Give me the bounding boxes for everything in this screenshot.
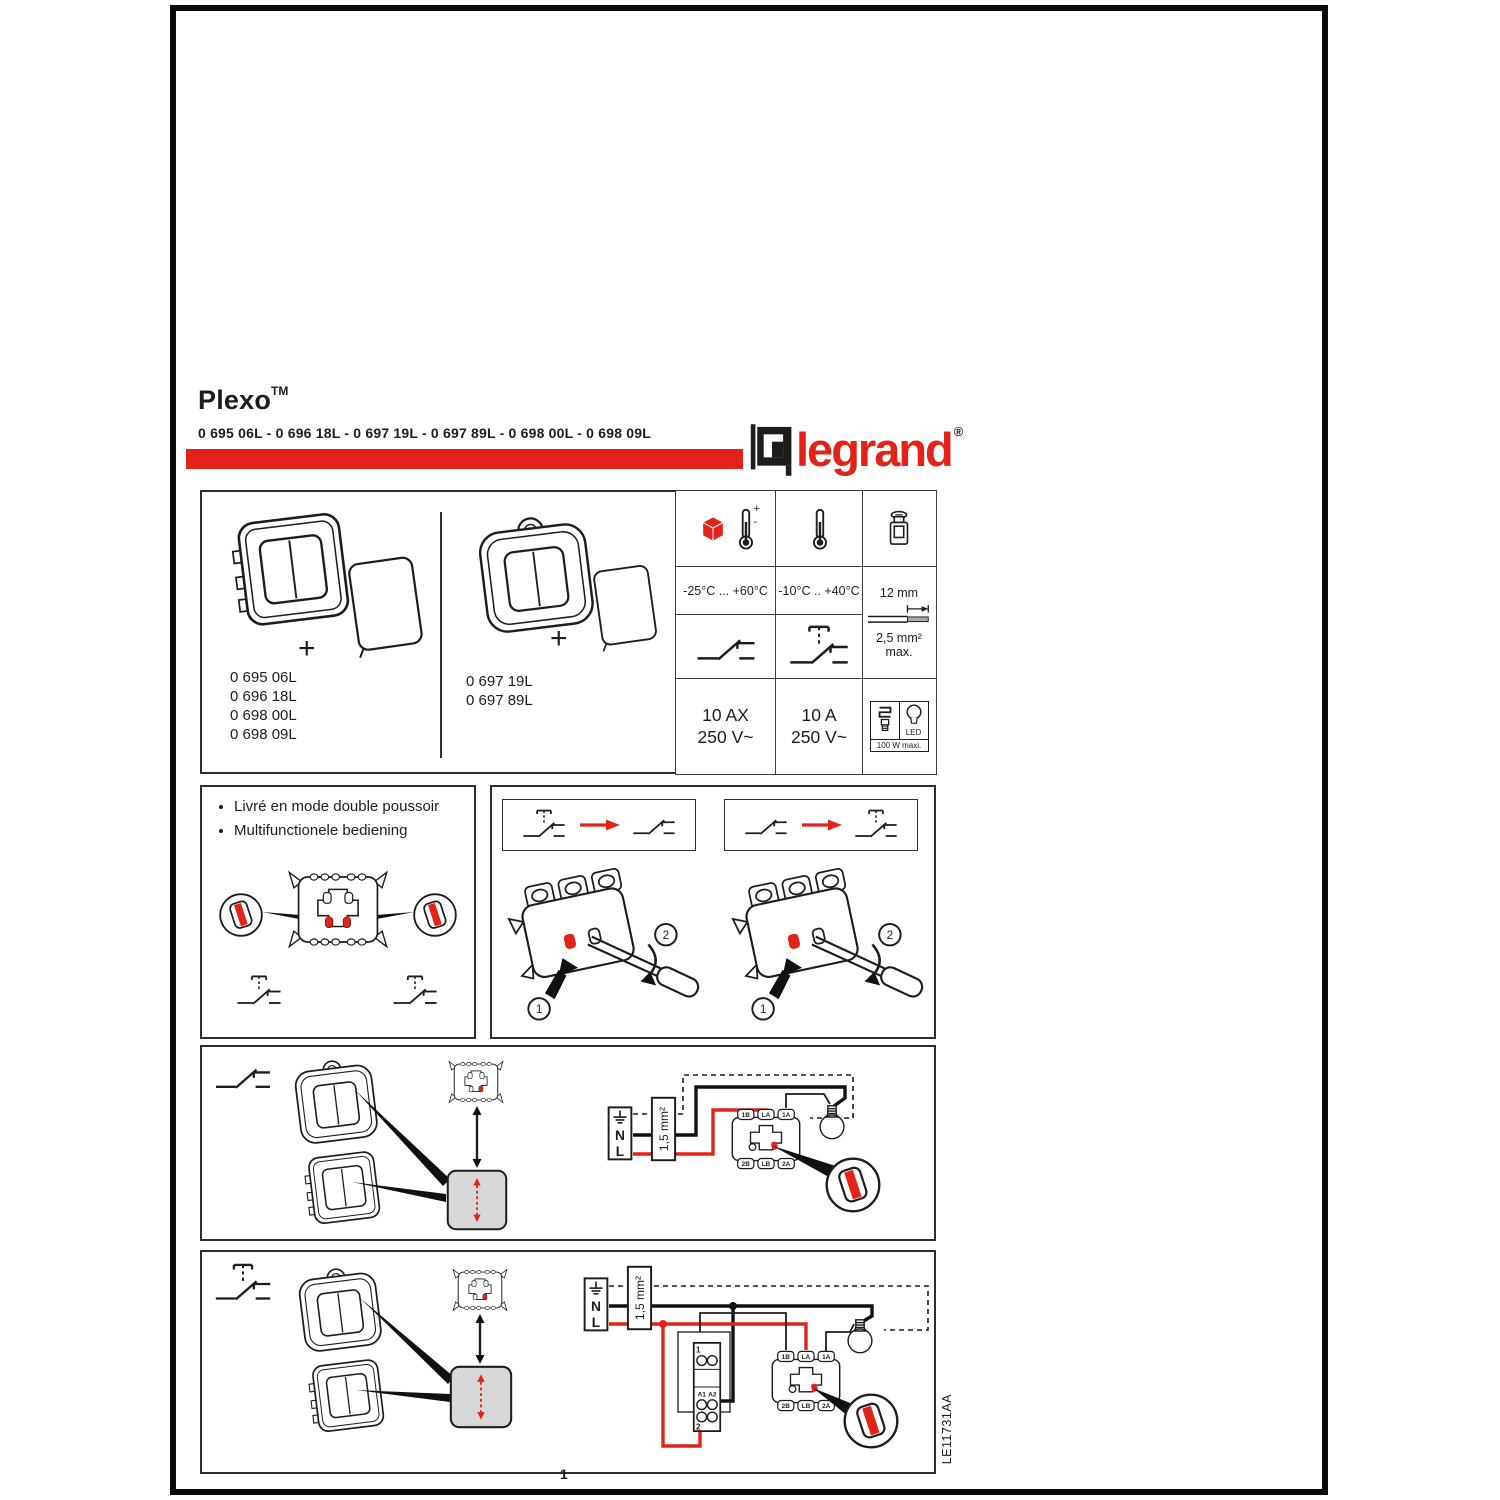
product-code: 0 696 18L (230, 688, 297, 705)
cfl-lamp-icon (875, 704, 895, 735)
switch-rating-current: 10 AX (702, 705, 749, 725)
junction-dot-red (659, 1320, 667, 1328)
title-text: Plexo (198, 385, 272, 415)
accent-bar (186, 449, 743, 469)
page-title (198, 384, 288, 416)
red-arrow-icon (800, 819, 842, 831)
push-symbol-icon (216, 1265, 270, 1299)
rocker-pad-icon (451, 1367, 511, 1427)
surface-switch-icon (297, 1265, 382, 1353)
left-product-codes (230, 668, 297, 744)
cfl-lamp-cell (871, 702, 900, 739)
brand-logo (748, 424, 963, 482)
lamp-icons-row (871, 702, 928, 739)
led-lamp-cell (900, 702, 928, 739)
spec-cell-switch-symbol (675, 614, 776, 679)
spec-cell-push-rating (775, 678, 863, 775)
title-trademark: TM (271, 384, 289, 398)
brand-name: legrand (796, 423, 952, 476)
switch-symbol-icon (632, 811, 676, 839)
selector-red-dot (479, 1086, 483, 1092)
mechanism-front-icon (732, 1109, 799, 1168)
product-code: 0 695 06L (230, 669, 297, 686)
supply-box (585, 1278, 608, 1330)
screwdriver-scene-left (502, 862, 702, 1024)
legrand-mark-icon (748, 424, 796, 476)
spec-cell-wire (862, 566, 937, 679)
junction-dot-black (729, 1302, 737, 1310)
document-reference-text: LE11731AA (940, 1394, 954, 1465)
relay-module-icon (694, 1343, 720, 1431)
magnifier-left-icon (220, 894, 262, 936)
switch-symbol-icon (744, 811, 788, 839)
bullet-multifunction: • Multifunctionele bediening (234, 819, 490, 843)
push-rating-current: 10 A (801, 705, 837, 725)
rocker-pad-icon (448, 1171, 507, 1230)
spec-cell-terminal-icon (862, 490, 937, 567)
cable-section-box (628, 1267, 651, 1329)
magnifier-right-icon (414, 894, 456, 936)
thermometer-icon (810, 507, 829, 550)
cable-section-box (652, 1098, 675, 1160)
product-code: 0 698 00L (230, 707, 297, 724)
storage-temp-range: -25°C ... +60°C (683, 583, 768, 598)
switch-symbol-icon (216, 1070, 270, 1088)
push-symbol-icon (854, 808, 898, 842)
delivery-mode-diagram (210, 856, 466, 1034)
thermo-plus-label: + (753, 503, 760, 515)
plus-sign: + (298, 632, 316, 665)
push-symbol-right-icon (393, 976, 436, 1003)
spec-cell-storage-temp (675, 566, 776, 616)
document-reference (940, 1394, 957, 1468)
screw-terminal-icon (883, 508, 915, 550)
screwdriver-scene-right (726, 862, 926, 1024)
selector-red-dot (483, 1294, 487, 1300)
product-codes-line: 0 695 06L - 0 696 18L - 0 697 19L - 0 697 89L - 0 698 00L - 0 698 09L (198, 425, 652, 441)
thermometer-with-range-icon (736, 503, 760, 550)
registered-mark: ® (953, 424, 964, 439)
flush-switch-icon (307, 1359, 384, 1433)
lamp-max-load-label: 100 W maxi. (871, 739, 928, 751)
red-arrow-icon (578, 819, 620, 831)
push-mode-diagram (202, 1252, 934, 1472)
spec-cell-switch-rating (675, 678, 776, 775)
product-code: 0 697 89L (466, 692, 533, 709)
spec-cell-operating-temp (775, 566, 863, 616)
lamp-icon (820, 1106, 844, 1139)
selector-red-left (326, 917, 333, 928)
max-wire-section-label: 2,5 mm² max. (876, 630, 922, 659)
push-symbol-icon (522, 808, 566, 842)
delivery-mode-bullets (212, 795, 490, 843)
magnifier-icon (845, 1395, 898, 1448)
mechanism-front-icon (772, 1351, 839, 1410)
product-code: 0 698 09L (230, 726, 297, 743)
spec-cell-storage-temp-icon (675, 490, 776, 567)
plus-sign: + (550, 622, 568, 655)
mechanism-back-icon (449, 1062, 503, 1103)
push-symbol-left-icon (237, 976, 280, 1003)
switch-mode-diagram (202, 1047, 934, 1239)
thermo-minus-label: - (753, 516, 758, 528)
bullet-delivered-mode: • Livré en mode double poussoir (234, 795, 490, 819)
mechanism-back-icon (453, 1270, 507, 1311)
switch-symbol-icon (695, 628, 757, 666)
product-table-divider (440, 512, 442, 758)
spec-cell-operating-temp-icon (775, 490, 863, 567)
flush-switch-icon (303, 1151, 380, 1225)
lamp-load-box (870, 701, 929, 752)
surface-switch-product-drawing (470, 508, 670, 668)
push-to-switch-box (502, 799, 696, 851)
flush-switch-product-drawing (225, 508, 435, 668)
operating-temp-range: -10°C .. +40°C (778, 583, 860, 598)
product-code: 0 697 19L (466, 673, 533, 690)
right-product-codes (466, 672, 533, 710)
switch-rating-voltage: 250 V~ (697, 727, 754, 747)
led-label: LED (905, 727, 922, 737)
lamp-icon (848, 1320, 872, 1353)
wire-strip-icon (866, 603, 932, 628)
strip-length-label: 12 mm (879, 585, 919, 600)
spec-cell-lamp-load (862, 678, 937, 775)
push-button-symbol-icon (788, 624, 850, 670)
supply-box (609, 1107, 632, 1159)
storage-cube-icon (697, 514, 729, 544)
mechanism-back-icon (289, 872, 386, 946)
flush-switch-icon (230, 513, 350, 627)
push-rating-voltage: 250 V~ (791, 727, 847, 747)
cover-plate-icon (592, 565, 657, 651)
selector-red-right (343, 917, 350, 928)
spec-cell-push-symbol (775, 614, 863, 679)
surface-switch-icon (477, 512, 595, 634)
page-number: 1 (560, 1466, 568, 1482)
switch-to-push-box (724, 799, 918, 851)
cover-plate-icon (347, 557, 424, 658)
led-lamp-icon (904, 704, 924, 728)
magnifier-icon (827, 1159, 880, 1212)
